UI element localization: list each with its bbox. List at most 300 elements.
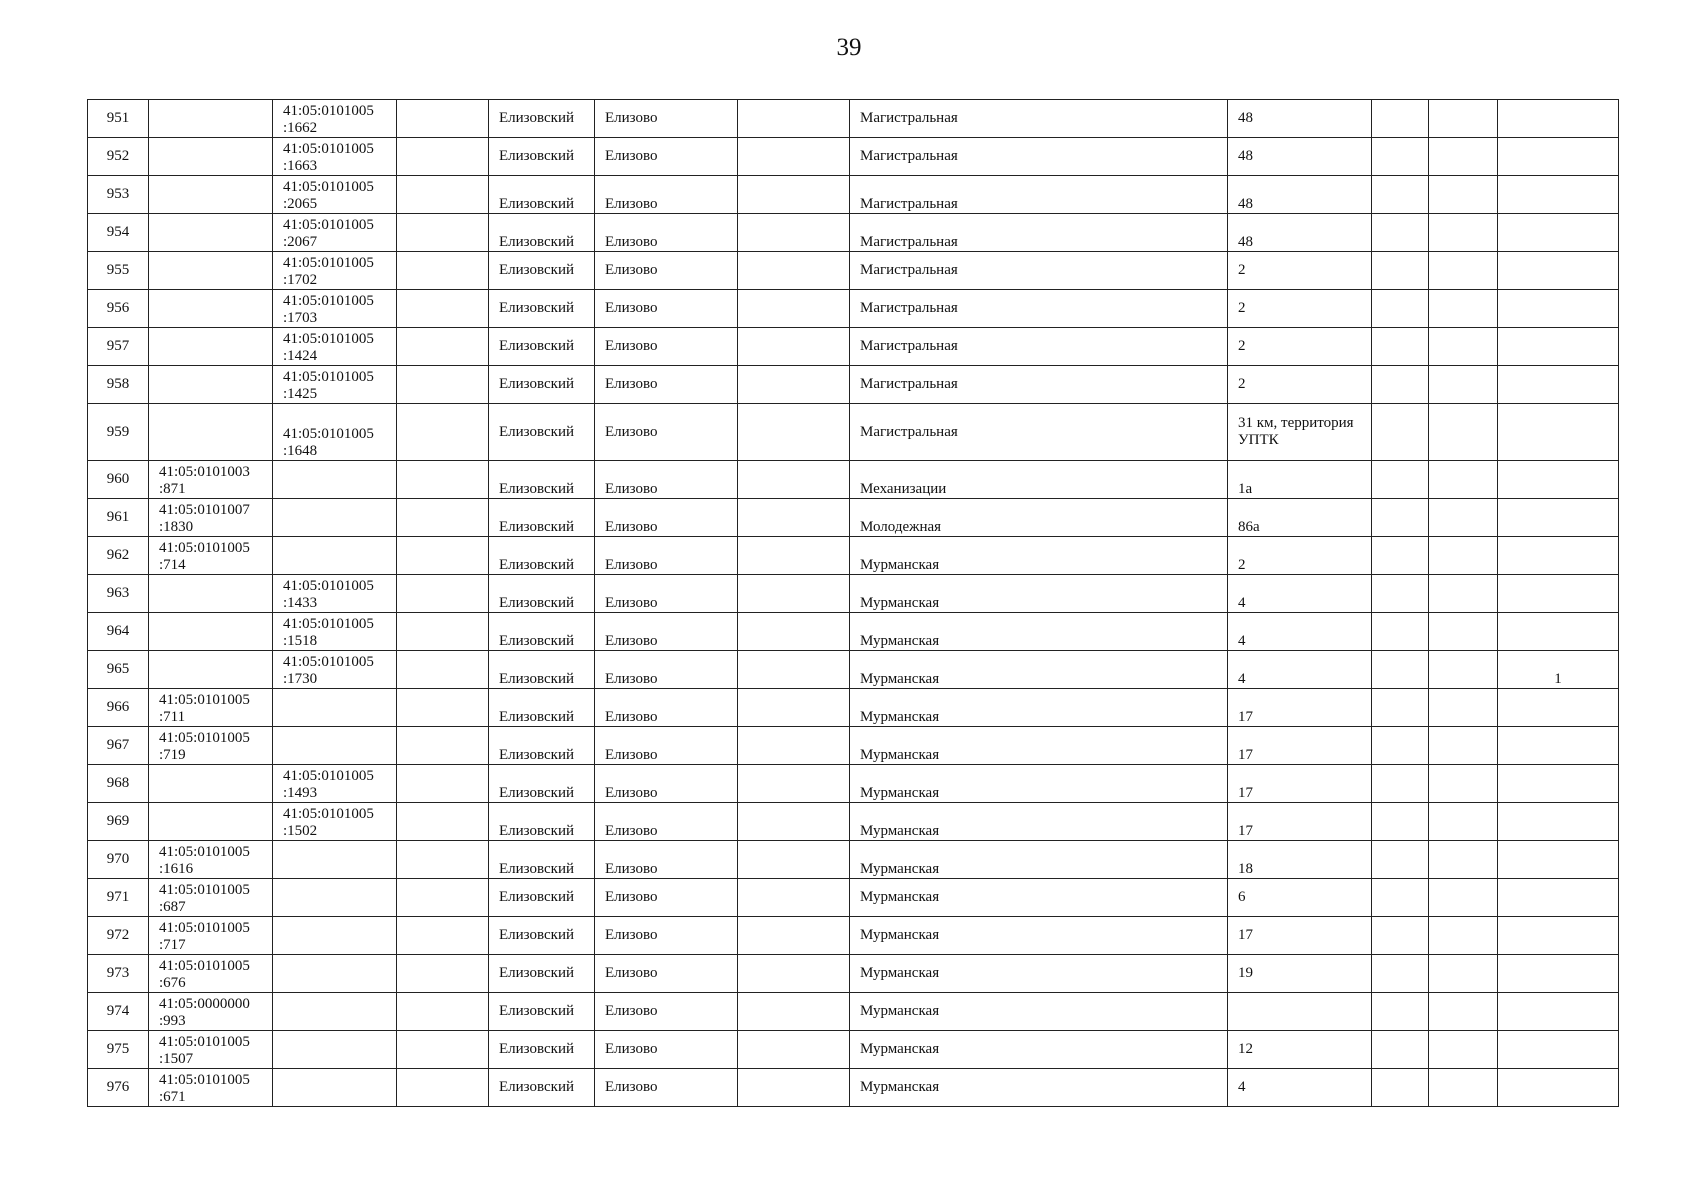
house-number-cell: 2 (1228, 537, 1372, 575)
row-number: 968 (88, 765, 149, 803)
cadastral-number-land: 41:05:0101005 :671 (149, 1069, 273, 1107)
extra-number-cell (1498, 404, 1619, 461)
street-cell: Магистральная (850, 252, 1228, 290)
district-cell: Елизовский (489, 404, 595, 461)
house-number-cell: 17 (1228, 727, 1372, 765)
row-number: 975 (88, 1031, 149, 1069)
cadastral-number-land: 41:05:0101005 :1616 (149, 841, 273, 879)
empty-cell (738, 176, 850, 214)
street-cell: Мурманская (850, 765, 1228, 803)
street-cell: Мурманская (850, 537, 1228, 575)
cadastral-number-building: 41:05:0101005 :1433 (273, 575, 397, 613)
table-row (88, 993, 1619, 1031)
district-cell: Елизовский (489, 765, 595, 803)
cadastral-number-land: 41:05:0101005 :687 (149, 879, 273, 917)
settlement-cell: Елизово (595, 955, 738, 993)
row-number: 970 (88, 841, 149, 879)
house-number-cell: 48 (1228, 138, 1372, 176)
cadastral-number-land: 41:05:0000000 :993 (149, 993, 273, 1031)
street-cell: Магистральная (850, 100, 1228, 138)
district-cell: Елизовский (489, 575, 595, 613)
cadastral-number-land: 41:05:0101005 :676 (149, 955, 273, 993)
settlement-cell: Елизово (595, 689, 738, 727)
street-cell: Механизации (850, 461, 1228, 499)
cadastral-number-building (273, 917, 397, 955)
empty-cell (397, 537, 489, 575)
empty-cell (1372, 803, 1429, 841)
settlement-cell: Елизово (595, 176, 738, 214)
street-cell: Молодежная (850, 499, 1228, 537)
house-number-cell: 17 (1228, 689, 1372, 727)
row-number: 963 (88, 575, 149, 613)
empty-cell (1372, 917, 1429, 955)
cadastral-number-building: 41:05:0101005 :1662 (273, 100, 397, 138)
cadastral-number-building (273, 1069, 397, 1107)
row-number: 966 (88, 689, 149, 727)
empty-cell (1372, 765, 1429, 803)
street-cell: Мурманская (850, 613, 1228, 651)
street-cell: Мурманская (850, 879, 1228, 917)
row-number: 957 (88, 328, 149, 366)
empty-cell (1372, 575, 1429, 613)
empty-cell (1372, 290, 1429, 328)
extra-number-cell (1498, 366, 1619, 404)
empty-cell (1429, 214, 1498, 252)
empty-cell (1429, 993, 1498, 1031)
row-number: 976 (88, 1069, 149, 1107)
table-row (88, 100, 1619, 138)
street-cell: Мурманская (850, 1031, 1228, 1069)
empty-cell (738, 575, 850, 613)
cadastral-number-building (273, 879, 397, 917)
empty-cell (738, 955, 850, 993)
extra-number-cell (1498, 803, 1619, 841)
empty-cell (397, 328, 489, 366)
row-number: 972 (88, 917, 149, 955)
empty-cell (1372, 879, 1429, 917)
cadastral-number-land: 41:05:0101005 :711 (149, 689, 273, 727)
cadastral-number-building: 41:05:0101005 :1424 (273, 328, 397, 366)
row-number: 955 (88, 252, 149, 290)
settlement-cell: Елизово (595, 575, 738, 613)
empty-cell (397, 100, 489, 138)
settlement-cell: Елизово (595, 803, 738, 841)
table-row (88, 575, 1619, 613)
empty-cell (1429, 803, 1498, 841)
district-cell: Елизовский (489, 803, 595, 841)
cadastral-number-land: 41:05:0101005 :717 (149, 917, 273, 955)
settlement-cell: Елизово (595, 461, 738, 499)
settlement-cell: Елизово (595, 993, 738, 1031)
district-cell: Елизовский (489, 689, 595, 727)
empty-cell (1429, 366, 1498, 404)
cadastral-number-building (273, 689, 397, 727)
empty-cell (397, 404, 489, 461)
street-cell: Мурманская (850, 727, 1228, 765)
empty-cell (1429, 917, 1498, 955)
settlement-cell: Елизово (595, 841, 738, 879)
district-cell: Елизовский (489, 841, 595, 879)
district-cell: Елизовский (489, 651, 595, 689)
house-number-cell: 2 (1228, 366, 1372, 404)
cadastral-number-land: 41:05:0101003 :871 (149, 461, 273, 499)
table-row (88, 765, 1619, 803)
empty-cell (1372, 689, 1429, 727)
empty-cell (1372, 955, 1429, 993)
empty-cell (738, 613, 850, 651)
empty-cell (1372, 214, 1429, 252)
settlement-cell: Елизово (595, 613, 738, 651)
cadastral-number-land (149, 328, 273, 366)
settlement-cell: Елизово (595, 290, 738, 328)
street-cell: Магистральная (850, 214, 1228, 252)
table-row (88, 727, 1619, 765)
street-cell: Магистральная (850, 328, 1228, 366)
district-cell: Елизовский (489, 1069, 595, 1107)
settlement-cell: Елизово (595, 252, 738, 290)
empty-cell (1429, 1031, 1498, 1069)
empty-cell (738, 1031, 850, 1069)
district-cell: Елизовский (489, 537, 595, 575)
extra-number-cell (1498, 575, 1619, 613)
empty-cell (1372, 537, 1429, 575)
cadastral-number-building: 41:05:0101005 :1730 (273, 651, 397, 689)
street-cell: Мурманская (850, 993, 1228, 1031)
empty-cell (397, 689, 489, 727)
empty-cell (738, 765, 850, 803)
empty-cell (738, 879, 850, 917)
street-cell: Магистральная (850, 290, 1228, 328)
empty-cell (1429, 499, 1498, 537)
table-row (88, 328, 1619, 366)
extra-number-cell (1498, 879, 1619, 917)
street-cell: Мурманская (850, 955, 1228, 993)
house-number-cell: 4 (1228, 613, 1372, 651)
house-number-cell: 48 (1228, 214, 1372, 252)
cadastral-number-building: 41:05:0101005 :1648 (273, 404, 397, 461)
district-cell: Елизовский (489, 727, 595, 765)
settlement-cell: Елизово (595, 727, 738, 765)
house-number-cell: 17 (1228, 765, 1372, 803)
empty-cell (738, 689, 850, 727)
empty-cell (1429, 689, 1498, 727)
empty-cell (1429, 1069, 1498, 1107)
extra-number-cell (1498, 252, 1619, 290)
empty-cell (1429, 879, 1498, 917)
street-cell: Магистральная (850, 138, 1228, 176)
extra-number-cell (1498, 689, 1619, 727)
house-number-cell: 2 (1228, 290, 1372, 328)
district-cell: Елизовский (489, 138, 595, 176)
cadastral-number-land: 41:05:0101005 :1507 (149, 1031, 273, 1069)
extra-number-cell: 1 (1498, 651, 1619, 689)
street-cell: Магистральная (850, 366, 1228, 404)
settlement-cell: Елизово (595, 879, 738, 917)
row-number: 953 (88, 176, 149, 214)
row-number: 973 (88, 955, 149, 993)
empty-cell (397, 993, 489, 1031)
settlement-cell: Елизово (595, 651, 738, 689)
street-cell: Мурманская (850, 917, 1228, 955)
table-row (88, 651, 1619, 689)
district-cell: Елизовский (489, 214, 595, 252)
table-row (88, 1069, 1619, 1107)
table-row (88, 537, 1619, 575)
cadastral-number-building: 41:05:0101005 :1518 (273, 613, 397, 651)
house-number-cell (1228, 993, 1372, 1031)
empty-cell (1372, 176, 1429, 214)
cadastral-number-building: 41:05:0101005 :2065 (273, 176, 397, 214)
cadastral-number-building: 41:05:0101005 :1702 (273, 252, 397, 290)
street-cell: Мурманская (850, 1069, 1228, 1107)
table-row (88, 689, 1619, 727)
house-number-cell: 4 (1228, 575, 1372, 613)
empty-cell (738, 499, 850, 537)
house-number-cell: 48 (1228, 176, 1372, 214)
empty-cell (738, 138, 850, 176)
table-row (88, 138, 1619, 176)
settlement-cell: Елизово (595, 366, 738, 404)
row-number: 956 (88, 290, 149, 328)
settlement-cell: Елизово (595, 404, 738, 461)
cadastral-number-building (273, 499, 397, 537)
empty-cell (738, 100, 850, 138)
empty-cell (1429, 575, 1498, 613)
table-row (88, 879, 1619, 917)
row-number: 971 (88, 879, 149, 917)
table-row (88, 461, 1619, 499)
settlement-cell: Елизово (595, 1031, 738, 1069)
empty-cell (397, 290, 489, 328)
extra-number-cell (1498, 841, 1619, 879)
extra-number-cell (1498, 499, 1619, 537)
cadastral-number-land (149, 404, 273, 461)
empty-cell (397, 841, 489, 879)
empty-cell (1429, 765, 1498, 803)
row-number: 954 (88, 214, 149, 252)
row-number: 951 (88, 100, 149, 138)
house-number-cell: 86а (1228, 499, 1372, 537)
page-number: 39 (836, 34, 862, 61)
table-row (88, 499, 1619, 537)
empty-cell (1429, 290, 1498, 328)
empty-cell (397, 955, 489, 993)
table-row (88, 955, 1619, 993)
district-cell: Елизовский (489, 1031, 595, 1069)
row-number: 967 (88, 727, 149, 765)
table-row (88, 252, 1619, 290)
settlement-cell: Елизово (595, 917, 738, 955)
settlement-cell: Елизово (595, 138, 738, 176)
empty-cell (1372, 727, 1429, 765)
row-number: 962 (88, 537, 149, 575)
house-number-cell: 4 (1228, 1069, 1372, 1107)
extra-number-cell (1498, 1069, 1619, 1107)
empty-cell (1372, 100, 1429, 138)
street-cell: Мурманская (850, 689, 1228, 727)
empty-cell (1429, 955, 1498, 993)
empty-cell (738, 841, 850, 879)
extra-number-cell (1498, 328, 1619, 366)
empty-cell (1429, 252, 1498, 290)
district-cell: Елизовский (489, 499, 595, 537)
street-cell: Магистральная (850, 176, 1228, 214)
empty-cell (1429, 651, 1498, 689)
empty-cell (397, 252, 489, 290)
house-number-cell: 31 км, территория УПТК (1228, 404, 1372, 461)
empty-cell (738, 651, 850, 689)
empty-cell (1372, 366, 1429, 404)
empty-cell (1429, 841, 1498, 879)
cadastral-number-building: 41:05:0101005 :1425 (273, 366, 397, 404)
cadastral-number-land: 41:05:0101005 :719 (149, 727, 273, 765)
row-number: 959 (88, 404, 149, 461)
district-cell: Елизовский (489, 100, 595, 138)
empty-cell (1372, 841, 1429, 879)
table-row (88, 214, 1619, 252)
extra-number-cell (1498, 993, 1619, 1031)
empty-cell (738, 461, 850, 499)
district-cell: Елизовский (489, 252, 595, 290)
empty-cell (397, 138, 489, 176)
cadastral-number-building: 41:05:0101005 :1493 (273, 765, 397, 803)
house-number-cell: 2 (1228, 252, 1372, 290)
empty-cell (397, 765, 489, 803)
empty-cell (397, 575, 489, 613)
extra-number-cell (1498, 214, 1619, 252)
cadastral-number-land (149, 138, 273, 176)
extra-number-cell (1498, 138, 1619, 176)
district-cell: Елизовский (489, 879, 595, 917)
cadastral-number-building (273, 841, 397, 879)
empty-cell (1429, 727, 1498, 765)
empty-cell (397, 1069, 489, 1107)
house-number-cell: 17 (1228, 803, 1372, 841)
empty-cell (738, 252, 850, 290)
empty-cell (1372, 461, 1429, 499)
empty-cell (1429, 537, 1498, 575)
empty-cell (1372, 651, 1429, 689)
extra-number-cell (1498, 537, 1619, 575)
cadastral-number-land (149, 100, 273, 138)
street-cell: Магистральная (850, 404, 1228, 461)
house-number-cell: 12 (1228, 1031, 1372, 1069)
cadastral-number-land: 41:05:0101007 :1830 (149, 499, 273, 537)
settlement-cell: Елизово (595, 537, 738, 575)
cadastral-number-land (149, 176, 273, 214)
row-number: 965 (88, 651, 149, 689)
table-row (88, 404, 1619, 461)
empty-cell (738, 803, 850, 841)
empty-cell (1429, 404, 1498, 461)
house-number-cell: 6 (1228, 879, 1372, 917)
empty-cell (1372, 499, 1429, 537)
table-row (88, 613, 1619, 651)
empty-cell (397, 214, 489, 252)
empty-cell (1429, 613, 1498, 651)
extra-number-cell (1498, 917, 1619, 955)
district-cell: Елизовский (489, 955, 595, 993)
empty-cell (738, 404, 850, 461)
empty-cell (1372, 252, 1429, 290)
settlement-cell: Елизово (595, 1069, 738, 1107)
house-number-cell: 1а (1228, 461, 1372, 499)
empty-cell (1372, 138, 1429, 176)
empty-cell (397, 366, 489, 404)
cadastral-number-land (149, 575, 273, 613)
empty-cell (1372, 1031, 1429, 1069)
house-number-cell: 18 (1228, 841, 1372, 879)
table-row (88, 290, 1619, 328)
address-registry-table (87, 99, 1619, 1107)
settlement-cell: Елизово (595, 100, 738, 138)
empty-cell (738, 727, 850, 765)
settlement-cell: Елизово (595, 765, 738, 803)
street-cell: Мурманская (850, 841, 1228, 879)
cadastral-number-land (149, 803, 273, 841)
cadastral-number-land (149, 290, 273, 328)
empty-cell (738, 366, 850, 404)
extra-number-cell (1498, 765, 1619, 803)
cadastral-number-building (273, 461, 397, 499)
row-number: 969 (88, 803, 149, 841)
cadastral-number-land (149, 252, 273, 290)
empty-cell (397, 461, 489, 499)
district-cell: Елизовский (489, 176, 595, 214)
empty-cell (1429, 461, 1498, 499)
row-number: 960 (88, 461, 149, 499)
cadastral-number-building: 41:05:0101005 :1663 (273, 138, 397, 176)
empty-cell (1429, 328, 1498, 366)
empty-cell (1372, 404, 1429, 461)
empty-cell (738, 328, 850, 366)
settlement-cell: Елизово (595, 328, 738, 366)
table-row (88, 176, 1619, 214)
empty-cell (397, 879, 489, 917)
extra-number-cell (1498, 176, 1619, 214)
empty-cell (738, 917, 850, 955)
row-number: 961 (88, 499, 149, 537)
cadastral-number-building (273, 537, 397, 575)
settlement-cell: Елизово (595, 499, 738, 537)
row-number: 958 (88, 366, 149, 404)
street-cell: Мурманская (850, 575, 1228, 613)
empty-cell (397, 803, 489, 841)
row-number: 952 (88, 138, 149, 176)
row-number: 974 (88, 993, 149, 1031)
extra-number-cell (1498, 100, 1619, 138)
table-row (88, 366, 1619, 404)
empty-cell (1429, 176, 1498, 214)
empty-cell (397, 499, 489, 537)
empty-cell (397, 613, 489, 651)
cadastral-number-land (149, 214, 273, 252)
district-cell: Елизовский (489, 993, 595, 1031)
extra-number-cell (1498, 613, 1619, 651)
cadastral-number-building: 41:05:0101005 :1502 (273, 803, 397, 841)
empty-cell (738, 290, 850, 328)
cadastral-number-building (273, 727, 397, 765)
table-row (88, 917, 1619, 955)
empty-cell (397, 176, 489, 214)
extra-number-cell (1498, 290, 1619, 328)
table-row (88, 1031, 1619, 1069)
street-cell: Мурманская (850, 651, 1228, 689)
empty-cell (397, 651, 489, 689)
house-number-cell: 17 (1228, 917, 1372, 955)
table-body (88, 100, 1619, 1107)
empty-cell (1372, 613, 1429, 651)
